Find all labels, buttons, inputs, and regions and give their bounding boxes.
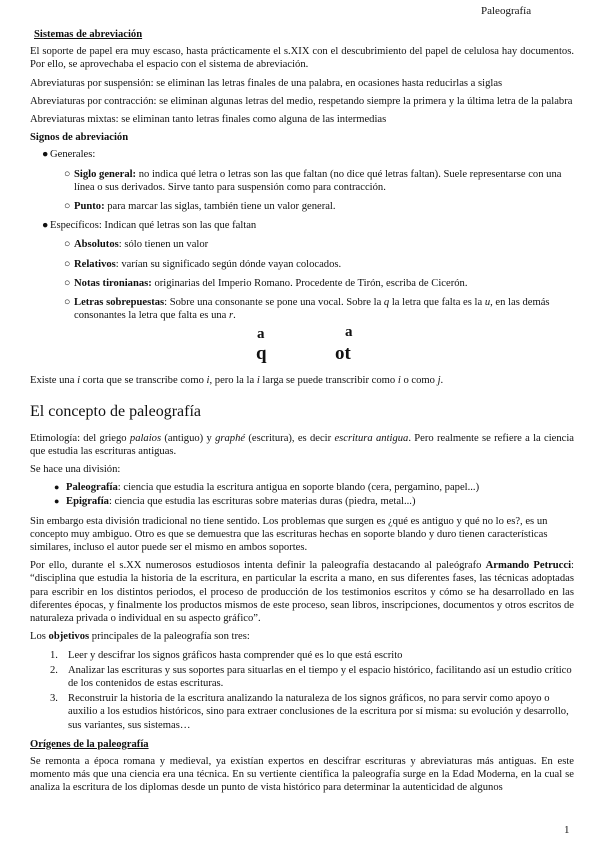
heading-concepto-paleografia: El concepto de paleografía — [30, 402, 202, 420]
example-letter-q: q — [256, 343, 267, 365]
page-content — [30, 28, 574, 800]
definition: para marcar las siglas, también tiene un valor general. — [104, 201, 336, 213]
paragraph: Abreviaturas mixtas: se eliminan tanto letras finales como alguna de las intermedias — [30, 114, 387, 126]
list-item: ● Paleografía: ciencia que estudia la escritura antigua en soporte blando (cera, pergamino, papel...) — [54, 482, 480, 494]
bullet-dot-icon: ● — [42, 220, 49, 232]
bullet-generales — [42, 148, 574, 161]
section-title-sistemas: Sistemas de abreviación — [34, 29, 143, 40]
sub-item-absolutos — [64, 238, 574, 251]
sub-item-punto — [64, 200, 574, 213]
bullet-especificos — [42, 219, 574, 232]
sub-item-notas-tironianas — [64, 277, 574, 290]
bullet-dot-icon: ● — [42, 149, 49, 161]
term: Absolutos — [74, 239, 119, 251]
term: Relativos — [74, 258, 116, 270]
sub-item-relativos — [64, 258, 574, 271]
paragraph: Se remonta a época romana y medieval, ya existían expertos en descifrar escrituras y abreviaturas más antiguas. En este momento más que una ciencia era una técnica. En su vertiente científica la paleografía surge en la Edad Moderna, en la cual se analiza la escritura de los diplomas desde un punto de vista histórico para determinar la autenticidad de algunos — [30, 755, 574, 794]
sub-item-siglo-general — [64, 168, 574, 194]
paragraph: Abreviaturas por suspensión: se eliminan las letras finales de una palabra, en ocasiones hasta reducirlas a siglas — [30, 77, 503, 89]
division-list — [30, 481, 574, 508]
section-title-signos: Signos de abreviación — [30, 132, 129, 144]
paragraph-objetivos: Los objetivos principales de la paleografía son tres: — [30, 631, 250, 643]
definition: : varían su significado según dónde vayan colocados. — [115, 258, 342, 270]
circle-bullet-icon: ○ — [64, 239, 71, 251]
paragraph: Abreviaturas por contracción: se eliminan algunas letras del medio, respetando siempre la primera y la última letra de la palabra — [30, 95, 573, 107]
circle-bullet-icon: ○ — [64, 258, 71, 270]
running-header: Paleografía — [481, 5, 532, 17]
definition: : sólo tienen un valor — [118, 239, 209, 251]
paragraph-i-larga: Existe una i corta que se transcribe como i, pero la la i larga se puede transcribir como i o como j. — [30, 375, 444, 387]
bullet-dot-icon: ● — [54, 496, 60, 507]
paragraph-petrucci: Por ello, durante el s.XX numerosos estudiosos intenta definir la paleografía destacando al paleógrafo Armando Petrucci: “disciplina que estudia la historia de la escritura, en particular la escrita a mano, en sus diferentes fases, las técnicas adoptadas para escribir en los distintos periodos, el proceso de producción de los testimonios escritos y cómo se ha desarrollado en las diferentes épocas, y finalmente los productos mismos de este proceso, sean libros, inscripciones, documentos y otros escritos de naturaleza privada o individual en su aspecto gráfico”. — [30, 560, 574, 625]
page-number: 1 — [564, 824, 570, 836]
section-title-origenes: Orígenes de la paleografía — [30, 738, 149, 750]
objetivos-list — [30, 649, 574, 732]
list-item: 2. Analizar las escrituras y sus soportes para situarlas en el tiempo y el espacio histórico, facilitando así un estudio crítico de los contenidos de estas escrituras. — [50, 664, 572, 689]
abbreviation-examples — [30, 324, 574, 368]
paragraph-etimologia: Etimología: del griego palaios (antiguo) y graphé (escritura), es decir escritura antigua. Pero realmente se refiere a la ciencia que estudia las escrituras antiguas. — [30, 432, 574, 457]
bullet-label: Generales: — [50, 149, 96, 161]
bullet-label: Específicos: Indican qué letras son las que faltan — [50, 220, 257, 232]
list-item: 1. Leer y descifrar los signos gráficos hasta comprender qué es lo que está escrito — [50, 649, 403, 661]
list-item: ● Epigrafía: ciencia que estudia las escrituras sobre materias duras (piedra, metal...) — [54, 496, 416, 508]
paragraph: Se hace una división: — [30, 464, 121, 476]
example-superscript-a: a — [257, 326, 265, 343]
example-superscript-a: a — [345, 324, 353, 341]
list-item: 3. Reconstruir la historia de la escritura analizando la naturaleza de los signos gráficos, no para servir como apoyo o auxilio a los estudios históricos, sino para extraer conclusiones de la escritura por sí misma: su evolución y desarrollo, sus variantes, sus sistemas… — [50, 693, 569, 731]
term: Punto: — [74, 201, 105, 213]
example-letters-ot: ot — [335, 343, 351, 365]
circle-bullet-icon: ○ — [64, 297, 71, 309]
definition: no indica qué letra o letras son las que faltan (no dice qué letras faltan). Suele representarse con una línea o sus derivados. Sirve tanto para suspensión como para contracción. — [74, 168, 562, 193]
sub-item-letras-sobrepuestas: ○ Letras sobrepuestas: Sobre una consonante se pone una vocal. Sobre la q la letra que falta es la u, en las demás consonantes la letra que falta es una r. — [64, 297, 550, 322]
circle-bullet-icon: ○ — [64, 168, 71, 180]
circle-bullet-icon: ○ — [64, 201, 71, 213]
definition: originarias del Imperio Romano. Procedente de Tirón, escriba de Cicerón. — [151, 277, 468, 289]
term: Notas tironianas: — [74, 277, 152, 289]
term: Letras sobrepuestas — [74, 297, 165, 309]
paragraph: El soporte de papel era muy escaso, hasta prácticamente el s.XIX con el descubrimiento del papel de celulosa hay documentos. Por ello, se aprovechaba el espacio con el sistema de abreviación. — [30, 46, 574, 71]
term: Siglo general: — [74, 168, 137, 180]
circle-bullet-icon: ○ — [64, 277, 71, 289]
paragraph: Sin embargo esta división tradicional no tiene sentido. Los problemas que surgen es ¿qué es antiguo y qué no lo es?, es un concepto muy ambiguo. Otro es que se demuestra que las escrituras hechas en soporte blando y duro tienen características similares, incluso el autor puede ser el mismo en ambos soportes. — [30, 515, 548, 554]
bullet-dot-icon: ● — [54, 482, 60, 493]
